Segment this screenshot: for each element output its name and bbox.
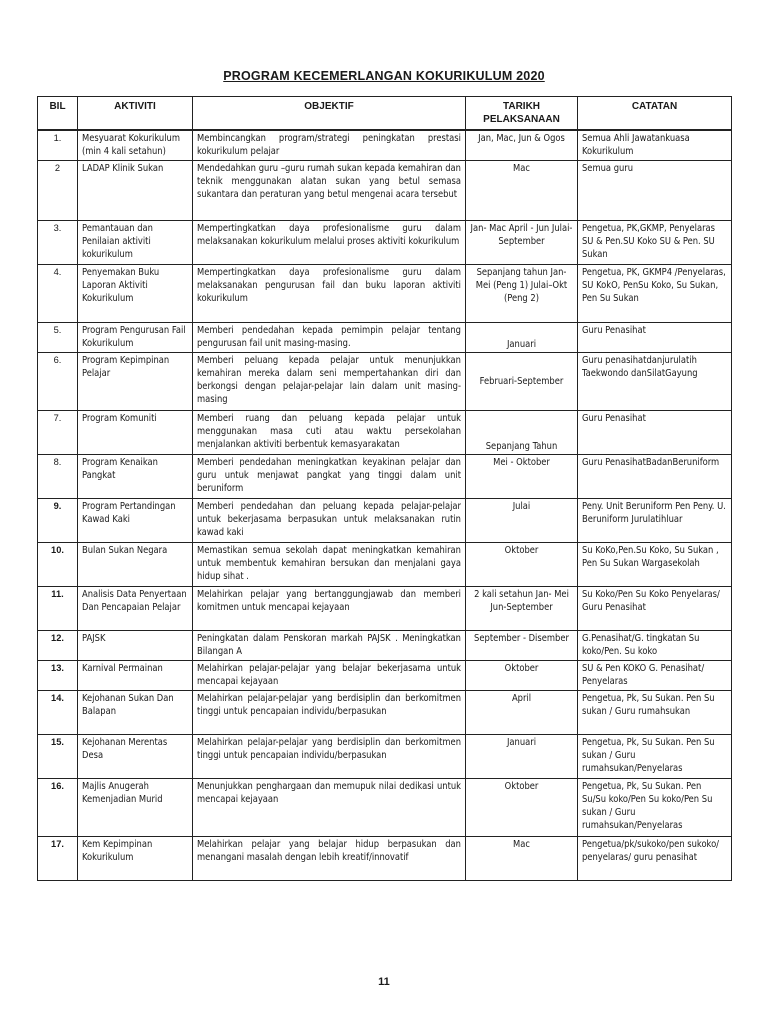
row-tarikh: Mac: [466, 836, 578, 880]
page-number: 11: [378, 976, 390, 988]
row-catatan: Guru PenasihatBadanBeruniform: [578, 454, 732, 498]
row-bil: 8.: [38, 454, 78, 498]
row-bil: 15.: [38, 734, 78, 778]
row-bil: 17.: [38, 836, 78, 880]
row-aktiviti: Pemantauan dan Penilaian aktiviti kokurikulum: [78, 220, 193, 264]
row-aktiviti: Kejohanan Merentas Desa: [78, 734, 193, 778]
row-objektif: Melahirkan pelajar-pelajar yang berdisiplin dan berkomitmen tinggi untuk pencapaian individu/berpasukan: [193, 690, 466, 734]
row-catatan: Pengetua, PK,GKMP, Penyelaras SU & Pen.SU Koko SU & Pen. SU Sukan: [578, 220, 732, 264]
row-catatan: Pengetua, Pk, Su Sukan. Pen Su/Su koko/Pen Su koko/Pen Su sukan / Guru rumahsukan/Penyelaras: [578, 778, 732, 836]
table-row: [38, 660, 732, 690]
row-bil: 14.: [38, 690, 78, 734]
header-aktiviti: AKTIVITI: [78, 97, 193, 131]
row-objektif: Menunjukkan penghargaan dan memupuk nilai dedikasi untuk mencapai kejayaan: [193, 778, 466, 836]
row-aktiviti: Program Komuniti: [78, 410, 193, 454]
row-tarikh: Januari: [466, 734, 578, 778]
row-aktiviti: LADAP Klinik Sukan: [78, 160, 193, 220]
row-bil: 1.: [38, 130, 78, 160]
row-aktiviti: Mesyuarat Kokurikulum (min 4 kali setahun): [78, 130, 193, 160]
row-objektif: Melahirkan pelajar yang belajar hidup berpasukan dan menangani masalah dengan lebih kreatif/innovatif: [193, 836, 466, 880]
row-catatan: Guru Penasihat: [578, 322, 732, 352]
row-aktiviti: Majlis Anugerah Kemenjadian Murid: [78, 778, 193, 836]
table-row: [38, 542, 732, 586]
row-tarikh: Oktober: [466, 778, 578, 836]
row-catatan: Pengetua, Pk, Su Sukan. Pen Su sukan / Guru rumahsukan: [578, 690, 732, 734]
row-catatan: Su KoKo,Pen.Su Koko, Su Sukan , Pen Su Sukan Wargasekolah: [578, 542, 732, 586]
page-title: PROGRAM KECEMERLANGAN KOKURIKULUM 2020: [223, 69, 545, 83]
row-tarikh: Mac: [466, 160, 578, 220]
row-tarikh: Sepanjang Tahun: [466, 410, 578, 454]
row-catatan: Pengetua, PK, GKMP4 /Penyelaras, SU KokO, PenSu Koko, Su Sukan, Pen Su Sukan: [578, 264, 732, 322]
row-tarikh: Jan- Mac April - Jun Julai-September: [466, 220, 578, 264]
row-objektif: Memberi pendedahan meningkatkan keyakinan pelajar dan guru untuk menjawat pangkat yang tinggi dalam unit beruniform: [193, 454, 466, 498]
row-aktiviti: Program Pertandingan Kawad Kaki: [78, 498, 193, 542]
row-tarikh: Jan, Mac, Jun & Ogos: [466, 130, 578, 160]
row-bil: 10.: [38, 542, 78, 586]
row-catatan: Semua Ahli Jawatankuasa Kokurikulum: [578, 130, 732, 160]
row-tarikh: Julai: [466, 498, 578, 542]
row-catatan: Peny. Unit Beruniform Pen Peny. U. Beruniform Jurulatihluar: [578, 498, 732, 542]
row-catatan: Pengetua/pk/sukoko/pen sukoko/ penyelaras/ guru penasihat: [578, 836, 732, 880]
row-bil: 7.: [38, 410, 78, 454]
table-row: [38, 836, 732, 880]
row-catatan: Semua guru: [578, 160, 732, 220]
row-aktiviti: Program Pengurusan Fail Kokurikulum: [78, 322, 193, 352]
row-tarikh: April: [466, 690, 578, 734]
row-catatan: Su Koko/Pen Su Koko Penyelaras/ Guru Penasihat: [578, 586, 732, 630]
table-row: [38, 454, 732, 498]
row-bil: 11.: [38, 586, 78, 630]
row-tarikh: Februari-September: [466, 352, 578, 410]
header-bil: BIL: [38, 97, 78, 131]
table-row: [38, 130, 732, 160]
row-bil: 6.: [38, 352, 78, 410]
row-objektif: Mempertingkatkan daya profesionalisme guru dalam melaksanakan pengurusan fail dan buku laporan aktiviti kokurikulum: [193, 264, 466, 322]
row-aktiviti: Penyemakan Buku Laporan Aktiviti Kokurikulum: [78, 264, 193, 322]
table-row: [38, 322, 732, 352]
table-row: [38, 160, 732, 220]
table-row: [38, 498, 732, 542]
row-aktiviti: Bulan Sukan Negara: [78, 542, 193, 586]
row-aktiviti: Program Kepimpinan Pelajar: [78, 352, 193, 410]
row-bil: 12.: [38, 630, 78, 660]
row-objektif: Mendedahkan guru –guru rumah sukan kepada kemahiran dan teknik menggunakan alatan sukan yang betul semasa sukantara dan peraturan yang betul mengenai acara tersebut: [193, 160, 466, 220]
row-tarikh: Mei - Oktober: [466, 454, 578, 498]
header-catatan: CATATAN: [578, 97, 732, 131]
row-tarikh: Sepanjang tahun Jan- Mei (Peng 1) Julai–Okt (Peng 2): [466, 264, 578, 322]
row-objektif: Melahirkan pelajar-pelajar yang berdisiplin dan berkomitmen tinggi untuk pencapaian individu/berpasukan: [193, 734, 466, 778]
row-bil: 3.: [38, 220, 78, 264]
row-bil: 5.: [38, 322, 78, 352]
row-aktiviti: Analisis Data Penyertaan Dan Pencapaian Pelajar: [78, 586, 193, 630]
row-aktiviti: Program Kenaikan Pangkat: [78, 454, 193, 498]
table-row: [38, 690, 732, 734]
row-tarikh: September - Disember: [466, 630, 578, 660]
row-objektif: Memberi pendedahan dan peluang kepada pelajar-pelajar untuk bekerjasama berpasukan untuk melaksanakan rutin kawad kaki: [193, 498, 466, 542]
row-objektif: Peningkatan dalam Penskoran markah PAJSK . Meningkatkan Bilangan A: [193, 630, 466, 660]
row-aktiviti: Kejohanan Sukan Dan Balapan: [78, 690, 193, 734]
header-tarikh: TARIKH PELAKSANAAN: [466, 97, 578, 131]
header-objektif: OBJEKTIF: [193, 97, 466, 131]
table-header-row: [38, 97, 732, 131]
row-objektif: Melahirkan pelajar yang bertanggungjawab dan memberi komitmen untuk mencapai kejayaan: [193, 586, 466, 630]
row-catatan: SU & Pen KOKO G. Penasihat/ Penyelaras: [578, 660, 732, 690]
row-tarikh: 2 kali setahun Jan- Mei Jun-September: [466, 586, 578, 630]
row-bil: 4.: [38, 264, 78, 322]
row-bil: 9.: [38, 498, 78, 542]
table-row: [38, 734, 732, 778]
row-objektif: Memastikan semua sekolah dapat meningkatkan kemahiran untuk membentuk kemahiran bersukan dan menjalani gaya hidup sihat .: [193, 542, 466, 586]
table-row: [38, 264, 732, 322]
row-objektif: Mempertingkatkan daya profesionalisme guru dalam melaksanakan kokurikulum melalui proses aktiviti kokurikulum: [193, 220, 466, 264]
table-row: [38, 352, 732, 410]
row-objektif: Membincangkan program/strategi peningkatan prestasi kokurikulum pelajar: [193, 130, 466, 160]
row-tarikh: Oktober: [466, 542, 578, 586]
row-objektif: Memberi peluang kepada pelajar untuk menunjukkan kemahiran mereka dalam seni mempertahankan diri dan berkongsi dengan pelajar-pelajar lain dalam unit masing-masing: [193, 352, 466, 410]
program-table: [37, 96, 732, 881]
row-bil: 2: [38, 160, 78, 220]
row-bil: 13.: [38, 660, 78, 690]
table-row: [38, 778, 732, 836]
row-catatan: Guru penasihatdanjurulatih Taekwondo danSilatGayung: [578, 352, 732, 410]
row-bil: 16.: [38, 778, 78, 836]
row-tarikh: Oktober: [466, 660, 578, 690]
row-tarikh: Januari: [466, 322, 578, 352]
row-aktiviti: Kem Kepimpinan Kokurikulum: [78, 836, 193, 880]
table-row: [38, 220, 732, 264]
row-catatan: Guru Penasihat: [578, 410, 732, 454]
row-catatan: G.Penasihat/G. tingkatan Su koko/Pen. Su koko: [578, 630, 732, 660]
row-objektif: Memberi ruang dan peluang kepada pelajar untuk menggunakan masa cuti atau waktu persekolahan menjalankan aktiviti berbentuk kemasyarakatan: [193, 410, 466, 454]
table-row: [38, 630, 732, 660]
row-aktiviti: Karnival Permainan: [78, 660, 193, 690]
row-objektif: Memberi pendedahan kepada pemimpin pelajar tentang pengurusan fail unit masing-masing.: [193, 322, 466, 352]
row-aktiviti: PAJSK: [78, 630, 193, 660]
table-row: [38, 586, 732, 630]
table-row: [38, 410, 732, 454]
row-catatan: Pengetua, Pk, Su Sukan. Pen Su sukan / Guru rumahsukan/Penyelaras: [578, 734, 732, 778]
row-objektif: Melahirkan pelajar-pelajar yang belajar bekerjasama untuk mencapai kejayaan: [193, 660, 466, 690]
